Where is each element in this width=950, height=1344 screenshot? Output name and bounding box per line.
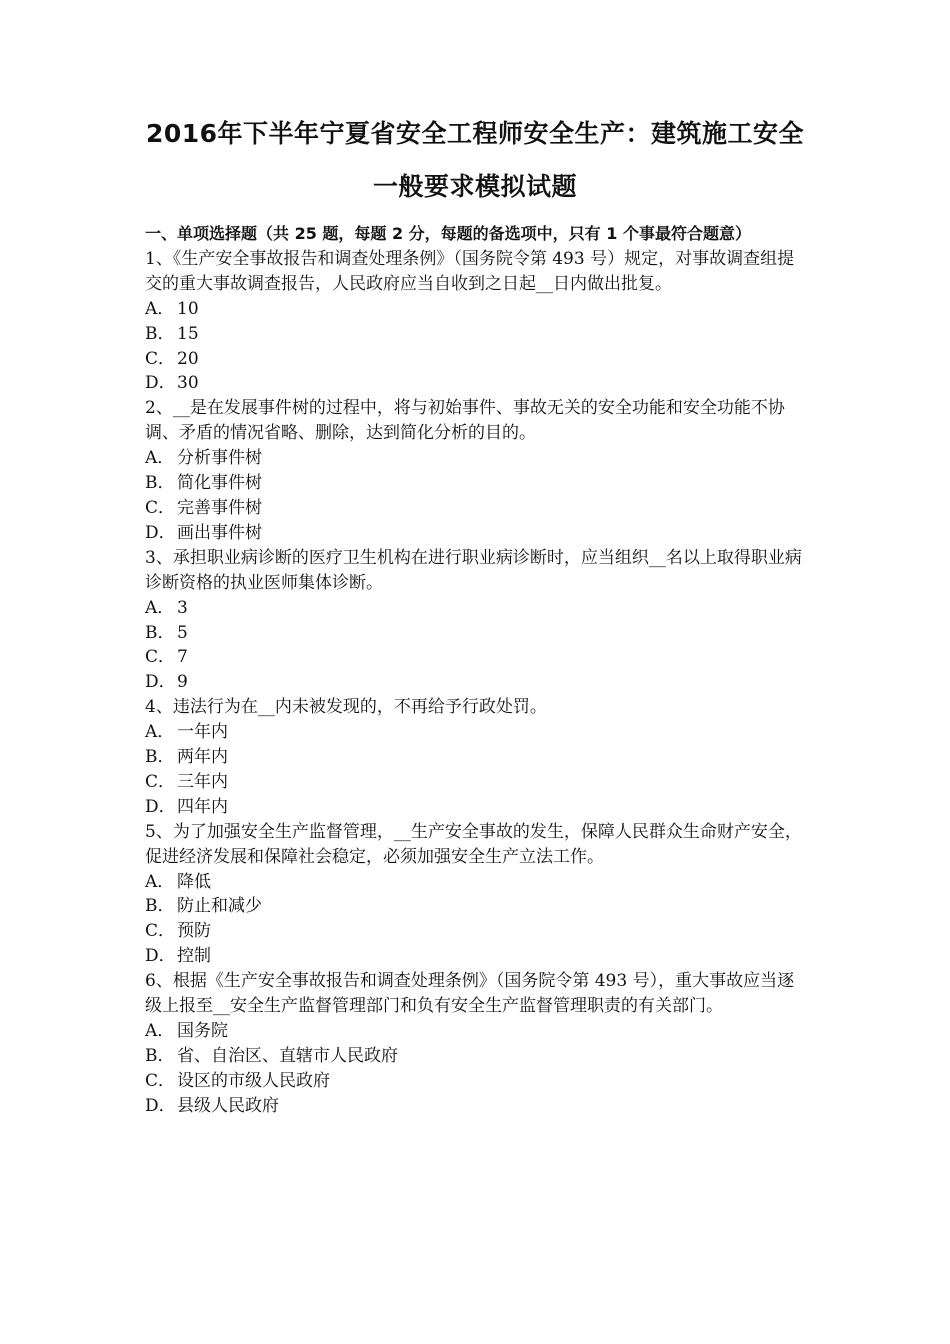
option-letter: B． <box>145 473 175 494</box>
option-letter: D． <box>145 522 176 543</box>
option-d <box>145 521 810 546</box>
option-d <box>145 1094 810 1119</box>
option-c <box>145 919 810 944</box>
option-text: 县级人民政府 <box>177 1095 279 1116</box>
option-letter: A． <box>145 597 175 618</box>
option-c <box>145 1069 810 1094</box>
option-d <box>145 371 810 396</box>
document-body <box>145 222 810 1119</box>
option-text: 简化事件树 <box>177 473 262 494</box>
option-text: 四年内 <box>177 796 228 817</box>
option-text: 5 <box>177 622 188 643</box>
option-c <box>145 770 810 795</box>
option-letter: C． <box>145 647 176 668</box>
option-a <box>145 297 810 322</box>
question-text: 1、《生产安全事故报告和调查处理条例》（国务院令第 493 号）规定，对事故调查组提交的重大事故调查报告，人民政府应当自收到之日起__日内做出批复。 <box>145 248 795 294</box>
option-text: 15 <box>177 323 199 344</box>
option-letter: C． <box>145 497 176 518</box>
option-text: 9 <box>177 672 188 693</box>
option-letter: A． <box>145 298 175 319</box>
option-letter: C． <box>145 771 176 792</box>
question-3 <box>145 546 810 695</box>
option-text: 10 <box>177 298 199 319</box>
option-letter: D． <box>145 373 176 394</box>
section-heading: 一、单项选择题（共 25 题，每题 2 分，每题的备选项中，只有 1 个事最符合题意） <box>145 224 751 243</box>
question-text: 5、为了加强安全生产监督管理，__生产安全事故的发生，保障人民群众生命财产安全，促进经济发展和保障社会稳定，必须加强安全生产立法工作。 <box>145 821 802 867</box>
document-title-line-1: 2016年下半年宁夏省安全工程师安全生产：建筑施工安全 <box>145 119 805 148</box>
option-letter: A． <box>145 871 175 892</box>
option-d <box>145 670 810 695</box>
option-letter: D． <box>145 1095 176 1116</box>
option-text: 控制 <box>177 946 211 967</box>
option-text: 30 <box>177 373 199 394</box>
option-b <box>145 894 810 919</box>
option-text: 防止和减少 <box>177 896 262 917</box>
option-text: 画出事件树 <box>177 522 262 543</box>
option-c <box>145 496 810 521</box>
option-a <box>145 596 810 621</box>
option-b <box>145 471 810 496</box>
option-text: 分析事件树 <box>177 448 262 469</box>
question-1 <box>145 247 810 396</box>
question-text: 6、根据《生产安全事故报告和调查处理条例》（国务院令第 493 号），重大事故应当逐级上报至__安全生产监督管理部门和负有安全生产监督管理职责的有关部门。 <box>145 971 795 1017</box>
option-letter: B． <box>145 323 175 344</box>
option-text: 设区的市级人民政府 <box>177 1070 330 1091</box>
option-text: 预防 <box>177 921 211 942</box>
option-text: 降低 <box>177 871 211 892</box>
option-text: 20 <box>177 348 199 369</box>
option-letter: B． <box>145 622 175 643</box>
option-letter: D． <box>145 796 176 817</box>
question-5 <box>145 820 810 969</box>
option-text: 一年内 <box>177 722 228 743</box>
option-text: 三年内 <box>177 771 228 792</box>
option-letter: B． <box>145 896 175 917</box>
option-text: 两年内 <box>177 747 228 768</box>
option-d <box>145 944 810 969</box>
option-c <box>145 347 810 372</box>
option-letter: B． <box>145 747 175 768</box>
option-text: 完善事件树 <box>177 497 262 518</box>
option-letter: D． <box>145 946 176 967</box>
option-letter: D． <box>145 672 176 693</box>
option-letter: A． <box>145 722 175 743</box>
question-4 <box>145 695 810 820</box>
option-c <box>145 645 810 670</box>
option-letter: A． <box>145 1021 175 1041</box>
question-6 <box>145 969 810 1118</box>
option-b <box>145 621 810 646</box>
option-a <box>145 720 810 745</box>
option-text: 7 <box>177 647 188 668</box>
option-a <box>145 1019 810 1044</box>
option-text: 国务院 <box>177 1021 228 1041</box>
document-title-line-2: 一般要求模拟试题 <box>372 172 577 201</box>
option-text: 3 <box>177 597 188 618</box>
option-letter: A． <box>145 448 175 469</box>
question-text: 4、违法行为在__内未被发现的，不再给予行政处罚。 <box>145 697 547 718</box>
option-text: 省、自治区、直辖市人民政府 <box>177 1045 398 1066</box>
question-2 <box>145 396 810 545</box>
option-b <box>145 1044 810 1069</box>
option-a <box>145 446 810 471</box>
option-letter: B． <box>145 1045 175 1066</box>
option-letter: C． <box>145 1070 176 1091</box>
option-letter: C． <box>145 921 176 942</box>
question-text: 3、承担职业病诊断的医疗卫生机构在进行职业病诊断时，应当组织__名以上取得职业病诊断资格的执业医师集体诊断。 <box>145 547 802 593</box>
option-letter: C． <box>145 348 176 369</box>
option-b <box>145 322 810 347</box>
question-text: 2、__是在发展事件树的过程中，将与初始事件、事故无关的安全功能和安全功能不协调、矛盾的情况省略、删除，达到简化分析的目的。 <box>145 398 785 444</box>
option-b <box>145 745 810 770</box>
option-d <box>145 795 810 820</box>
option-a <box>145 870 810 895</box>
